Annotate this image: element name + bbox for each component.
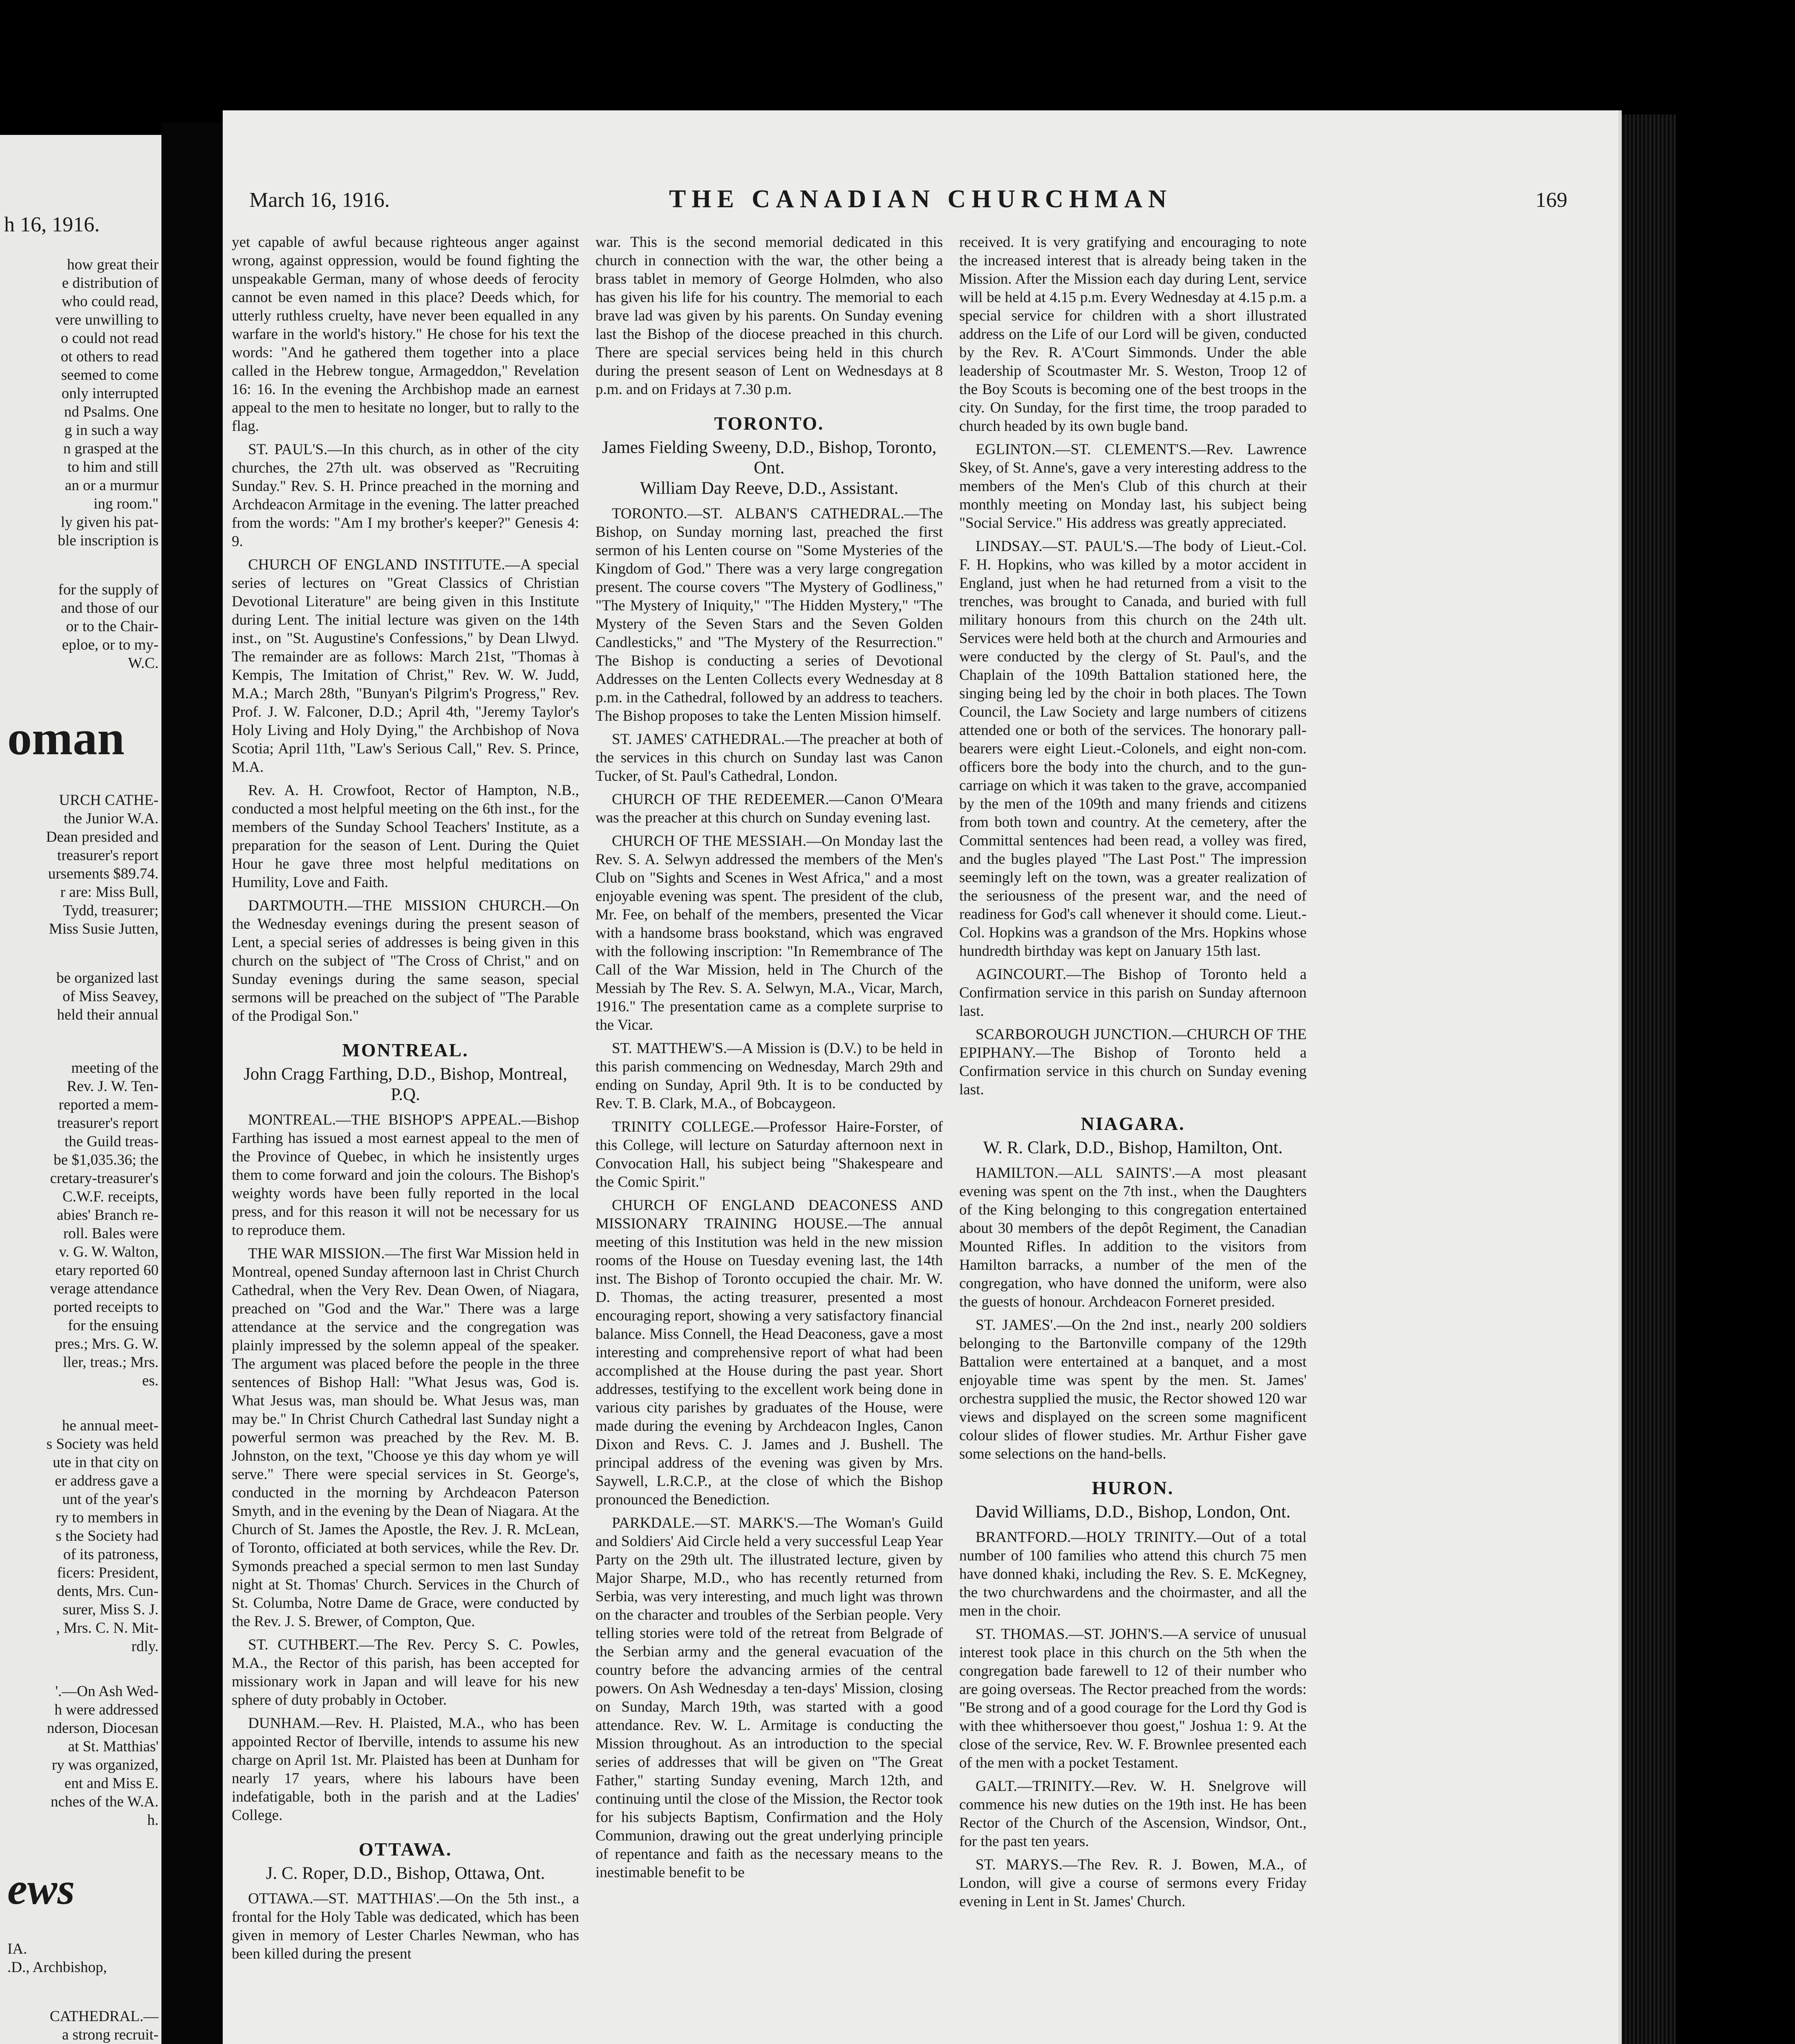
paragraph: Rev. A. H. Crowfoot, Rector of Hampton, N.B., conducted a most helpful meeting on the 6th inst., for the members of the Sunday School Teachers' Institute, as a preparation for the season of Lent. During the Quiet Hour he gave three most helpful meditations on Humility, Love and Faith. — [232, 782, 579, 891]
column-1 — [232, 233, 579, 2044]
left-page-fragment — [0, 135, 161, 2044]
section-heading-ottawa: OTTAWA. — [358, 1839, 452, 1860]
paragraph: DARTMOUTH.—THE MISSION CHURCH.—On the Wednesday evenings during the present season of Lent, a special series of addresses is being given in this church on the subject of "The Cross of Christ," and on Sunday evenings during the same season, special sermons will be preached on the subject of "The Parable of the Prodigal Son." — [232, 897, 579, 1024]
page-edges — [1618, 114, 1676, 2044]
left-paragraph: how great their e distribution of who could read, vere unwilling to o could not read ot others to read seemed to come only interrupted nd Psalms. One g in such a way n grasped at the to him and still an or a murmur ing room." ly given his pat- ble inscription is — [55, 256, 159, 549]
bishop-line: James Fielding Sweeny, D.D., Bishop, Toronto, Ont. — [602, 438, 937, 477]
paragraph: received. It is very gratifying and encouraging to note the increased interest that is already being taken in the Mission. After the Mission each day during Lent, service will be held at 4.15 p.m. Every Wednesday at 4.15 p.m. a special service for children with a short illustrated address on the Life of our Lord will be given, conducted by the Rev. R. A'Court Simmonds. Under the able leadership of Scoutmaster Mr. S. Weston, Troop 12 of the Boy Scouts is becoming one of the best troops in the city. On Sunday, for the first time, the troop paraded to church headed by its own bugle band. — [959, 234, 1307, 435]
book-gutter — [161, 123, 227, 2044]
bishop-line: David Williams, D.D., Bishop, London, Ont. — [975, 1502, 1291, 1522]
newspaper-page — [223, 110, 1622, 2044]
paragraph: SCARBOROUGH JUNCTION.—CHURCH OF THE EPIPHANY.—The Bishop of Toronto held a Confirmation service in this church on Sunday evening last. — [959, 1026, 1307, 1098]
left-paragraph: URCH CATHE- the Junior W.A. Dean presided and treasurer's report ursements $89.74. r are: Miss Bull, Tydd, treasurer; Miss Susie Jutten, — [46, 792, 159, 937]
left-page-news-heading: ews — [7, 1864, 75, 1914]
paragraph: EGLINTON.—ST. CLEMENT'S.—Rev. Lawrence Skey, of St. Anne's, gave a very interesting address to the members of the Men's Club of this church at their monthly meeting on Monday last, his subject being "Social Service." His address was greatly appreciated. — [959, 441, 1307, 531]
left-paragraph: '.—On Ash Wed- h were addressed nderson, Diocesan at St. Matthias' ry was organized, ent and Miss E. nches of the W.A. h. — [47, 1683, 159, 1829]
paragraph: ST. CUTHBERT.—The Rev. Percy S. C. Powles, M.A., the Rector of this parish, has been accepted for missionary work in Japan and will leave for his new sphere of duty probably in October. — [232, 1636, 579, 1708]
header-date: March 16, 1916. — [249, 188, 390, 212]
paragraph: ST. THOMAS.—ST. JOHN'S.—A service of unusual interest took place in this church on the 5th when the congregation bade farewell to 12 of their number who are going overseas. The Rector preached from the words: "Be strong and of a good courage for the Lord thy God is with thee whithersoever thou goest," Joshua 1: 9. At the close of the service, Rev. W. F. Brownlee presented each of the men with a pocket Testament. — [959, 1626, 1307, 1771]
left-paragraph: CATHEDRAL.— a strong recruit- — [49, 2008, 159, 2043]
paragraph: AGINCOURT.—The Bishop of Toronto held a Confirmation service in this parish on Sunday afternoon last. — [959, 966, 1307, 1020]
paragraph: ST. MATTHEW'S.—A Mission is (D.V.) to be held in this parish commencing on Wednesday, March 29th and ending on Sunday, April 9th. It is to be conducted by Rev. T. B. Clark, M.A., of Bobcaygeon. — [595, 1040, 943, 1112]
masthead-title: THE CANADIAN CHURCHMAN — [669, 185, 1173, 213]
section-heading-huron: HURON. — [1092, 1477, 1174, 1498]
paragraph: ST. PAUL'S.—In this church, as in other of the city churches, the 27th ult. was observed as "Recruiting Sunday." Rev. S. H. Prince preached in the morning and Archdeacon Armitage in the evening. The latter preached from the words: "Am I my brother's keeper?" Genesis 4: 9. — [232, 441, 579, 550]
running-header — [223, 185, 1618, 225]
paragraph: GALT.—TRINITY.—Rev. W. H. Snelgrove will commence his new duties on the 19th inst. He has been Rector of the Church of the Ascension, Windsor, Ont., for the past ten years. — [959, 1778, 1307, 1850]
bishop-line: John Cragg Farthing, D.D., Bishop, Montreal, P.Q. — [244, 1065, 567, 1104]
paragraph: ST. JAMES' CATHEDRAL.—The preacher at both of the services in this church on Sunday last was Canon Tucker, of St. Paul's Cathedral, London. — [595, 731, 943, 784]
paragraph: ST. JAMES'.—On the 2nd inst., nearly 200 soldiers belonging to the Bartonville company of the 129th Battalion were entertained at a banquet, and a most enjoyable time was spent by the men. St. James' orchestra supplied the music, the Rector showed 120 war views and displayed on the screen some magnificent colour slides of flower studies. Mr. Arthur Fisher gave some selections on the hand-bells. — [959, 1317, 1307, 1462]
paragraph: CHURCH OF THE MESSIAH.—On Monday last the Rev. S. A. Selwyn addressed the members of the Men's Club on "Sights and Scenes in West Africa," and a most enjoyable evening was spent. The president of the club, Mr. Fee, on behalf of the members, presented the Vicar with a handsome brass bookstand, which was engraved with the following inscription: "In Remembrance of The Call of the War Mission, held in The Church of the Messiah by The Rev. S. A. Selwyn, M.A., Vicar, March, 1916." The presentation came as a complete surprise to the Vicar. — [595, 833, 943, 1033]
left-paragraph: IA. .D., Archbishop, — [7, 1941, 107, 1976]
paragraph: MONTREAL.—THE BISHOP'S APPEAL.—Bishop Farthing has issued a most earnest appeal to the men of the Province of Quebec, in which he insistently urges them to come forward and join the colours. The Bishop's weighty words have been fully reported in the local press, and for this reason it will not be necessary for us to reproduce them. — [232, 1112, 579, 1239]
paragraph: CHURCH OF ENGLAND INSTITUTE.—A special series of lectures on "Great Classics of Christian Devotional Literature" are being given in this Institute during Lent. The initial lecture was given on the 14th inst., on "St. Augustine's Confessions," by Dean Llwyd. The remainder are as follows: March 21st, "Thomas à Kempis, The Imitation of Christ," Rev. W. W. Judd, M.A.; March 28th, "Bunyan's Pilgrim's Progress," Rev. Prof. J. W. Falconer, D.D.; April 4th, "Jeremy Taylor's Holy Living and Holy Dying," the Archbishop of Nova Scotia; April 11th, "Law's Serious Call," Rev. S. Prince, M.A. — [232, 556, 579, 775]
paragraph: TORONTO.—ST. ALBAN'S CATHEDRAL.—The Bishop, on Sunday morning last, preached the first sermon of his Lenten course on "Some Mysteries of the Kingdom of God." There was a very large congregation present. The course covers "The Mystery of Godliness," "The Mystery of Iniquity," "The Hidden Mystery," "The Mystery of the Seven Stars and the Seven Golden Candlesticks," and "The Mystery of the Resurrection." The Bishop is conducting a series of Devotional Addresses on the Lenten Collects every Wednesday at 8 p.m. in the Cathedral, followed by an address to teachers. The Bishop proposes to take the Lenten Mission himself. — [595, 505, 943, 724]
page-number: 169 — [1535, 188, 1567, 212]
left-page-text — [7, 237, 159, 2044]
assistant-bishop-line: William Day Reeve, D.D., Assistant. — [640, 479, 899, 498]
paragraph: CHURCH OF THE REDEEMER.—Canon O'Meara was the preacher at this church on Sunday evening last. — [595, 791, 943, 826]
paragraph: CHURCH OF ENGLAND DEACONESS AND MISSIONARY TRAINING HOUSE.—The annual meeting of this Institution was held in the new mission rooms of the House on Tuesday evening last, the 14th inst. The Bishop of Toronto occupied the chair. Mr. W. D. Thomas, the acting treasurer, presented a most encouraging report, showing a very satisfactory financial balance. Miss Connell, the Head Deaconess, gave a most interesting and comprehensive report of what had been accomplished at the House during the past year. Short addresses, testifying to the excellent work being done in various city parishes by graduates of the House, were made during the evening by Archdeacon Ingles, Canon Dixon and Revs. C. J. James and J. Bushell. The principal address of the evening was given by Mrs. Saywell, L.R.C.P., at the close of which the Bishop pronounced the Benediction. — [595, 1197, 943, 1508]
paragraph: OTTAWA.—ST. MATTHIAS'.—On the 5th inst., a frontal for the Holy Table was dedicated, which has been given in memory of Lester Charles Newman, who has been killed during the present — [232, 1890, 579, 1962]
left-paragraph: for the supply of and those of our or to the Chair- eploe, or to my- W.C. — [58, 581, 159, 672]
paragraph: DUNHAM.—Rev. H. Plaisted, M.A., who has been appointed Rector of Iberville, intends to assume his new charge on April 1st. Mr. Plaisted has been at Dunham for nearly 17 years, where his labours have been indefatigable, both in the parish and at the Ladies' College. — [232, 1715, 579, 1824]
paragraph: HAMILTON.—ALL SAINTS'.—A most pleasant evening was spent on the 7th inst., when the Daughters of the King belonging to this congregation entertained about 30 members of the depôt Regiment, the Canadian Mounted Rifles. In addition to the visitors from Hamilton barracks, a number of the men of the congregation, who have donned the uniform, were also the guests of honour. Archdeacon Forneret presided. — [959, 1165, 1307, 1310]
column-3 — [959, 233, 1307, 2044]
paragraph: TRINITY COLLEGE.—Professor Haire-Forster, of this College, will lecture on Saturday afternoon next in Convocation Hall, his subject being "Shakespeare and the Comic Spirit." — [595, 1118, 943, 1190]
left-page-header: h 16, 1916. — [4, 213, 100, 236]
left-paragraph: be organized last of Miss Seavey, held their annual — [56, 970, 159, 1023]
column-2 — [595, 233, 943, 2044]
section-heading-niagara: NIAGARA. — [1081, 1113, 1185, 1134]
paragraph: BRANTFORD.—HOLY TRINITY.—Out of a total number of 100 families who attend this church 75 men have donned khaki, including the Rev. S. E. McKegney, the two churchwardens and the choirmaster, and all the men in the choir. — [959, 1529, 1307, 1619]
left-page-heading: oman — [7, 710, 125, 765]
paragraph: PARKDALE.—ST. MARK'S.—The Woman's Guild and Soldiers' Aid Circle held a very successful Leap Year Party on the 29th ult. The illustrated lecture, given by Major Sharpe, M.D., who has recently returned from Serbia, was very interesting, and much light was thrown on the character and troubles of the Serbian people. Very telling stories were told of the retreat from Belgrade of the Serbian army and the general evacuation of the country before the advancing armies of the central powers. On Ash Wednesday a ten-days' Mission, closing on Sunday, March 19th, was started with a good attendance. Rev. W. L. Armitage is conducting the Mission throughout. As an introduction to the special series of addresses that will be given on "The Great Father," starting Sunday evening, March 12th, and continuing until the close of the Mission, the Rector took for his subjects Baptism, Confirmation and the Holy Communion, drawing out the great underlying principle of repentance and faith as the necessary means to the inestimable benefit to be — [595, 1515, 943, 1881]
paragraph: war. This is the second memorial dedicated in this church in connection with the war, the other being a brass tablet in memory of George Holmden, who also has given his life for his country. The memorial to each brave lad was given by his parents. On Sunday evening last the Bishop of the diocese preached in this church. There are special services being held in this church during the present season of Lent on Wednesdays at 8 p.m. and on Fridays at 7.30 p.m. — [595, 234, 943, 398]
paragraph: LINDSAY.—ST. PAUL'S.—The body of Lieut.-Col. F. H. Hopkins, who was killed by a motor accident in England, just when he had returned from a visit to the trenches, was brought to Canada, and buried with full military honours from this church on the 24th ult. Services were held both at the church and Armouries and were conducted by the clergy of St. Paul's, and the Chaplain of the 109th Battalion stationed here, the singing being led by the choir in both places. The Town Council, the Law Society and large numbers of citizens attended one or both of the services. The honorary pall-bearers were eight Lieut.-Colonels, and eight non-com. officers bore the body into the church, and to the gun-carriage on which it was taken to the grave, accompanied by the men of the 109th and many friends and citizens from both town and country. At the cemetery, after the Committal sentences had been read, a volley was fired, and the bugles played "The Last Post." The impression seemingly left on the town, was a greater realization of the seriousness of the present war, and the need of readiness for God's call whenever it should come. Lieut.-Col. Hopkins was a grandson of the Mrs. Hopkins whose hundredth birthday was kept on January 15th last. — [959, 538, 1307, 959]
paragraph: yet capable of awful because righteous anger against wrong, against oppression, would be found fighting the unspeakable German, many of whose deeds of ferocity cannot be even named in this place? Deeds which, for utterly ruthless cruelty, have never been equalled in any warfare in the world's history." He chose for his text the words: "And he gathered them together into a place called in the Hebrew tongue, Armageddon," Revelation 16: 16. In the evening the Archbishop made an earnest appeal to the men to hesitate no longer, but to rally to the flag. — [232, 234, 579, 435]
bishop-line: J. C. Roper, D.D., Bishop, Ottawa, Ont. — [266, 1864, 545, 1883]
left-paragraph: he annual meet- s Society was held ute in that city on er address gave a unt of the year's ry to members in s the Society had of its patroness, ficers: President, dents, Mrs. Cun- surer, Miss S. J. , Mrs. C. N. Mit- rdly. — [46, 1417, 159, 1655]
paragraph: THE WAR MISSION.—The first War Mission held in Montreal, opened Sunday afternoon last in Christ Church Cathedral, when the Very Rev. Dean Owen, of Niagara, preached on "God and the War." There was a large attendance at the service and the congregation was plainly impressed by the solemn appeal of the speaker. The argument was placed before the people in the three sentences of Bishop Hall: "What Jesus was, God is. What Jesus was, man should be. What Jesus was, man may be." In Christ Church Cathedral last Sunday night a powerful sermon was preached by the Rev. M. B. Johnston, on the text, "Choose ye this day whom ye will serve." There were special services in St. George's, conducted in the morning by Archdeacon Paterson Smyth, and in the evening by the Dean of Niagara. At the Church of St. James the Apostle, the Rev. J. R. McLean, of Toronto, officiated at both services, while the Rev. Dr. Symonds preached a special sermon to men last Sunday night at St. Thomas' Church. Services in the Church of St. Columba, Notre Dame de Grace, were conducted by the Rev. J. S. Brewer, of Compton, Que. — [232, 1245, 579, 1630]
bishop-line: W. R. Clark, D.D., Bishop, Hamilton, Ont. — [983, 1138, 1283, 1157]
paragraph: ST. MARYS.—The Rev. R. J. Bowen, M.A., of London, will give a course of sermons every Friday evening in Lent in St. James' Church. — [959, 1856, 1307, 1910]
section-heading-montreal: MONTREAL. — [342, 1040, 469, 1060]
section-heading-toronto: TORONTO. — [714, 413, 824, 434]
left-paragraph: meeting of the Rev. J. W. Ten- reported a mem- treasurer's report the Guild treas- be $1,035.36; the cretary-treasurer's C.W.F. receipts, abies' Branch re- roll. Bales were v. G. W. Walton, etary reported 60 verage attendance ported receipts to for the ensuing pres.; Mrs. G. W. ller, treas.; Mrs. es. — [49, 1060, 159, 1389]
